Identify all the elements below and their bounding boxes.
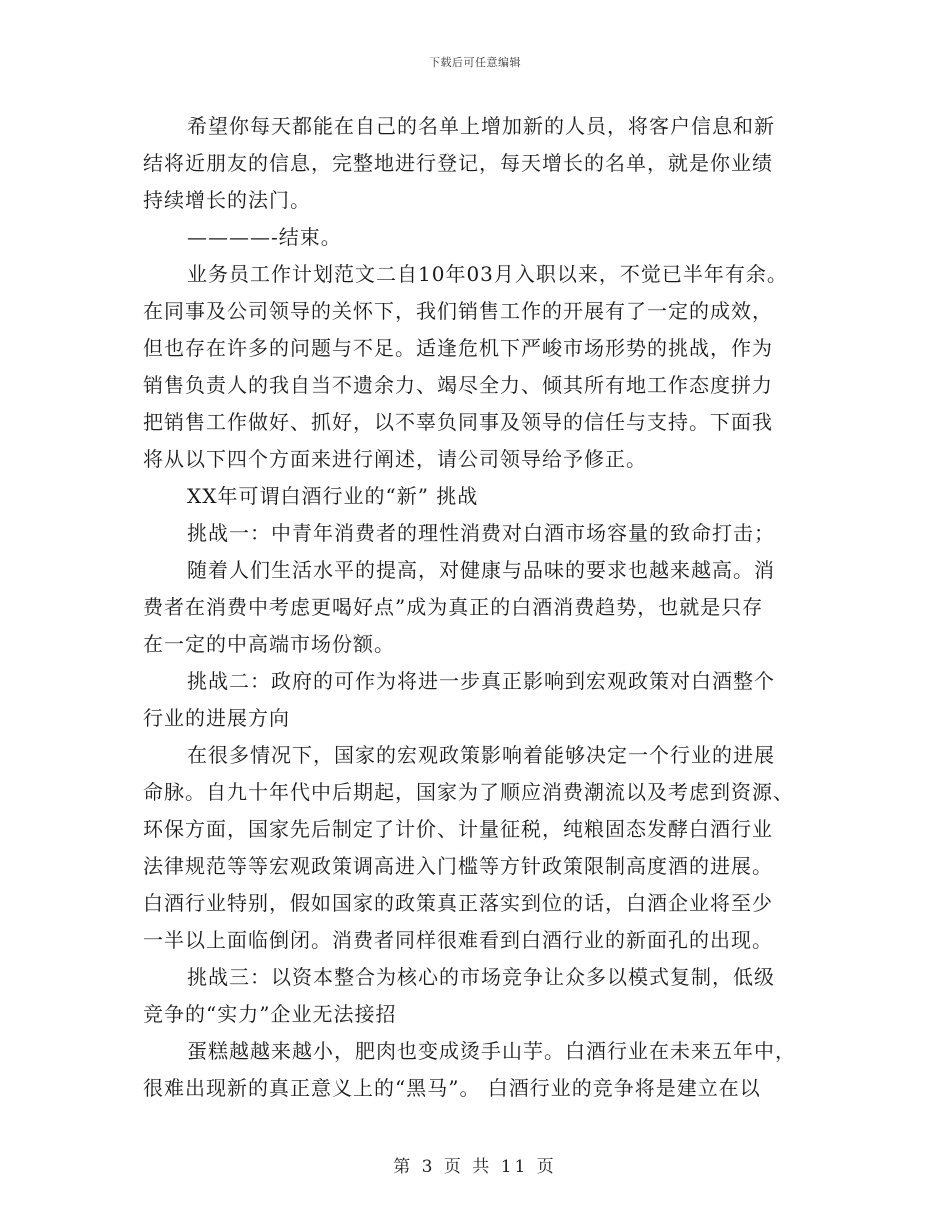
text-line: 行业的进展方向 — [143, 706, 290, 730]
text-line: 将从以下四个方面来进行阐述，请公司领导给予修正。 — [143, 447, 647, 471]
text-line: 随着人们生活水平的提高，对健康与品味的要求也越来越高。消 — [187, 558, 775, 582]
text-line: 白酒行业特别，假如国家的政策真正落实到位的话，白酒企业将至少 — [143, 891, 773, 915]
text-line: 环保方面，国家先后制定了计价、计量征税，纯粮固态发酵白酒行业 — [143, 817, 773, 841]
text-line: XX年可谓白酒行业的“新” 挑战 — [187, 484, 479, 508]
text-line: 一半以上面临倒闭。消费者同样很难看到白酒行业的新面孔的出现。 — [143, 928, 773, 952]
page-footer: 第 3 页 共 11 页 — [393, 1157, 557, 1177]
text-line: 命脉。自九十年代中后期起，国家为了顺应消费潮流以及考虑到资源、 — [143, 780, 794, 804]
text-line: 挑战二：政府的可作为将进一步真正影响到宏观政策对白酒整个 — [187, 669, 775, 693]
text-line: 希望你每天都能在自己的名单上增加新的人员，将客户信息和新 — [187, 114, 775, 138]
text-line: 但也存在许多的问题与不足。适逢危机下严峻市场形势的挑战，作为 — [143, 336, 773, 360]
text-line: 结将近朋友的信息，完整地进行登记，每天增长的名单，就是你业绩 — [143, 151, 773, 175]
text-line: 挑战三：以资本整合为核心的市场竞争让众多以模式复制，低级 — [187, 965, 775, 989]
text-line: 很难出现新的真正意义上的“黑马”。 白酒行业的竞争将是建立在以 — [143, 1076, 761, 1100]
text-line: 在一定的中高端市场份额。 — [143, 632, 395, 656]
text-line: 持续增长的法门。 — [143, 188, 311, 212]
text-line: 销售负责人的我自当不遗余力、竭尽全力、倾其所有地工作态度拼力 — [143, 373, 773, 397]
text-line: 把销售工作做好、抓好，以不辜负同事及领导的信任与支持。下面我 — [143, 410, 773, 434]
text-line: 挑战一：中青年消费者的理性消费对白酒市场容量的致命打击； — [187, 521, 775, 545]
text-line: 在很多情况下，国家的宏观政策影响着能够决定一个行业的进展 — [187, 743, 775, 767]
text-line: 法律规范等等宏观政策调高进入门槛等方针政策限制高度酒的进展。 — [143, 854, 773, 878]
text-line: 业务员工作计划范文二自10年03月入职以来，不觉已半年有余。 — [187, 262, 788, 286]
text-line: 费者在消费中考虑更喝好点”成为真正的白酒消费趋势，也就是只存 — [143, 595, 764, 619]
text-line: 竞争的“实力”企业无法接招 — [143, 1002, 397, 1026]
text-line: ————-结束。 — [187, 225, 342, 249]
text-line: 蛋糕越越来越小，肥肉也变成烫手山芋。白酒行业在未来五年中， — [187, 1039, 796, 1063]
page-header: 下载后可任意编辑 — [429, 56, 521, 69]
document-body — [143, 108, 807, 1107]
text-line: 在同事及公司领导的关怀下，我们销售工作的开展有了一定的成效， — [143, 299, 773, 323]
